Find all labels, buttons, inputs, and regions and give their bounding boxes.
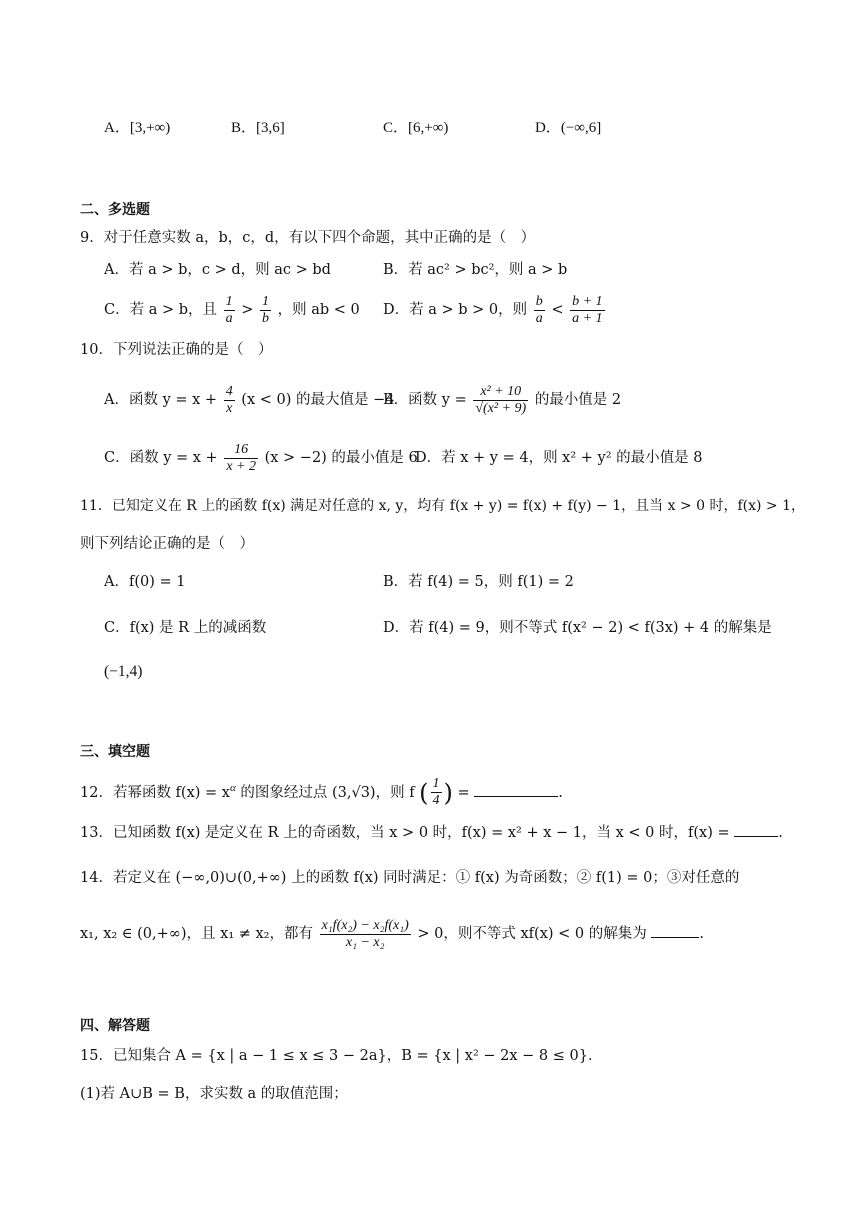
text: .	[778, 825, 783, 841]
text: 的最小值是 2	[534, 392, 622, 408]
numerator: 1	[432, 776, 440, 792]
q9-option-d	[383, 292, 607, 328]
paren-close: )	[443, 778, 453, 807]
q11-option-b: B．若 f(4) = 5，则 f(1) = 2	[383, 574, 574, 590]
q11-option-c: C．f(x) 是 R 上的减函数	[104, 620, 267, 636]
text: A．函数 y = x +	[104, 392, 218, 408]
paren-open: (	[419, 778, 429, 807]
q8-option-b	[231, 118, 285, 138]
q9-stem: 9．对于任意实数 a，b，c，d，有以下四个命题，其中正确的是（ ）	[80, 230, 536, 246]
fraction	[224, 294, 235, 327]
section-heading-fill-in: 三、填空题	[80, 744, 150, 760]
numerator: b	[535, 293, 543, 309]
denominator: √(x² + 9)	[475, 400, 527, 416]
q8-option-d	[535, 118, 601, 138]
denominator: b	[261, 310, 269, 326]
operator: <	[551, 302, 564, 318]
numerator: 4	[225, 383, 233, 399]
q14-line1: 14．若定义在 (−∞,0)∪(0,+∞) 上的函数 f(x) 同时满足：① f(x) 为奇函数；② f(1) = 0；③对任意的	[80, 870, 740, 886]
text: ，则 ab < 0	[277, 302, 360, 318]
q15-stem: 15．已知集合 A = {x | a − 1 ≤ x ≤ 3 − 2a}，B = {x | x² − 2x − 8 ≤ 0}．	[80, 1048, 603, 1064]
denominator: x + 2	[226, 458, 256, 474]
q14-line2	[80, 914, 704, 954]
denominator: a	[225, 310, 233, 326]
q12-question	[80, 770, 563, 811]
text: > 0，则不等式 xf(x) < 0 的解集为	[417, 926, 647, 942]
q15-part1: (1)若 A∪B = B，求实数 a 的取值范围；	[80, 1086, 348, 1102]
numerator: x² + 10	[473, 384, 528, 401]
numerator: 1	[261, 293, 269, 309]
section-heading-multi-choice: 二、多选题	[80, 202, 150, 218]
q11-option-d-continued: (−1,4)	[104, 663, 143, 680]
q13-question	[80, 822, 783, 843]
answer-blank[interactable]	[734, 822, 778, 837]
text: C．函数 y = x +	[104, 450, 218, 466]
text: B．函数 y =	[383, 392, 467, 408]
option-expr: (−∞,6]	[560, 120, 602, 136]
q9-option-c	[104, 292, 360, 328]
fraction	[473, 384, 528, 417]
q10-option-b	[383, 382, 621, 418]
q9-option-a: A．若 a > b，c > d，则 ac > bd	[104, 262, 331, 278]
q8-option-a	[104, 118, 170, 138]
denominator: x	[226, 400, 233, 416]
text: (x > −2) 的最小值是 6	[264, 450, 418, 466]
option-expr: [3,6]	[256, 120, 285, 136]
q10-option-d: D．若 x + y = 4，则 x² + y² 的最小值是 8	[415, 450, 703, 466]
numerator: x₁f(x₂) − x₂f(x₁)	[321, 917, 409, 933]
answer-blank[interactable]	[474, 782, 558, 797]
option-label: C．	[383, 120, 409, 136]
option-label: B．	[231, 120, 257, 136]
fraction	[260, 294, 271, 327]
text: C．若 a > b，且	[104, 302, 217, 318]
text: (x < 0) 的最大值是 −4	[241, 392, 395, 408]
denominator: 4	[432, 793, 440, 809]
fraction	[534, 294, 545, 327]
q10-option-a	[104, 382, 394, 418]
text: .	[558, 784, 563, 801]
text: .	[699, 926, 704, 942]
numerator: 16	[224, 442, 258, 459]
numerator: 1	[225, 293, 233, 309]
option-label: A．	[104, 120, 130, 136]
answer-blank[interactable]	[651, 923, 699, 938]
denominator: a	[535, 310, 543, 326]
text: 的图象经过点 (3,√3)，则 f	[235, 784, 415, 801]
option-expr: [6,+∞)	[408, 120, 449, 136]
q11-option-d: D．若 f(4) = 9，则不等式 f(x² − 2) < f(3x) + 4 的解集是	[383, 620, 772, 636]
q8-option-c	[383, 118, 448, 138]
numerator: b + 1	[572, 293, 603, 309]
text: 13．已知函数 f(x) 是定义在 R 上的奇函数，当 x > 0 时，f(x) = x² + x − 1，当 x < 0 时，f(x) =	[80, 825, 730, 841]
denominator: x₁ − x₂	[345, 934, 385, 950]
q9-option-b: B．若 ac² > bc²，则 a > b	[383, 262, 568, 278]
fraction	[320, 918, 411, 951]
exponent: α	[229, 782, 236, 794]
fraction	[570, 294, 604, 327]
fraction	[224, 442, 258, 475]
option-expr: [3,+∞)	[129, 120, 171, 136]
denominator: a + 1	[572, 310, 603, 326]
fraction	[431, 776, 442, 809]
q10-stem: 10．下列说法正确的是（ ）	[80, 342, 273, 358]
text: D．若 a > b > 0，则	[383, 302, 528, 318]
text: x₁, x₂ ∈ (0,+∞)，且 x₁ ≠ x₂，都有	[80, 926, 313, 942]
q11-stem-line2: 则下列结论正确的是（ ）	[80, 536, 254, 552]
fraction	[224, 384, 235, 417]
option-label: D．	[535, 120, 561, 136]
q11-option-a: A．f(0) = 1	[104, 574, 186, 590]
q10-option-c	[104, 440, 418, 476]
section-heading-solutions: 四、解答题	[80, 1018, 150, 1034]
text: 12．若幂函数 f(x) = x	[80, 784, 230, 801]
operator: >	[241, 302, 254, 318]
q11-stem-line1: 11．已知定义在 R 上的函数 f(x) 满足对任意的 x, y，均有 f(x + y) = f(x) + f(y) − 1，且当 x > 0 时，f(x) > 1，	[80, 498, 805, 514]
operator: =	[457, 784, 470, 801]
